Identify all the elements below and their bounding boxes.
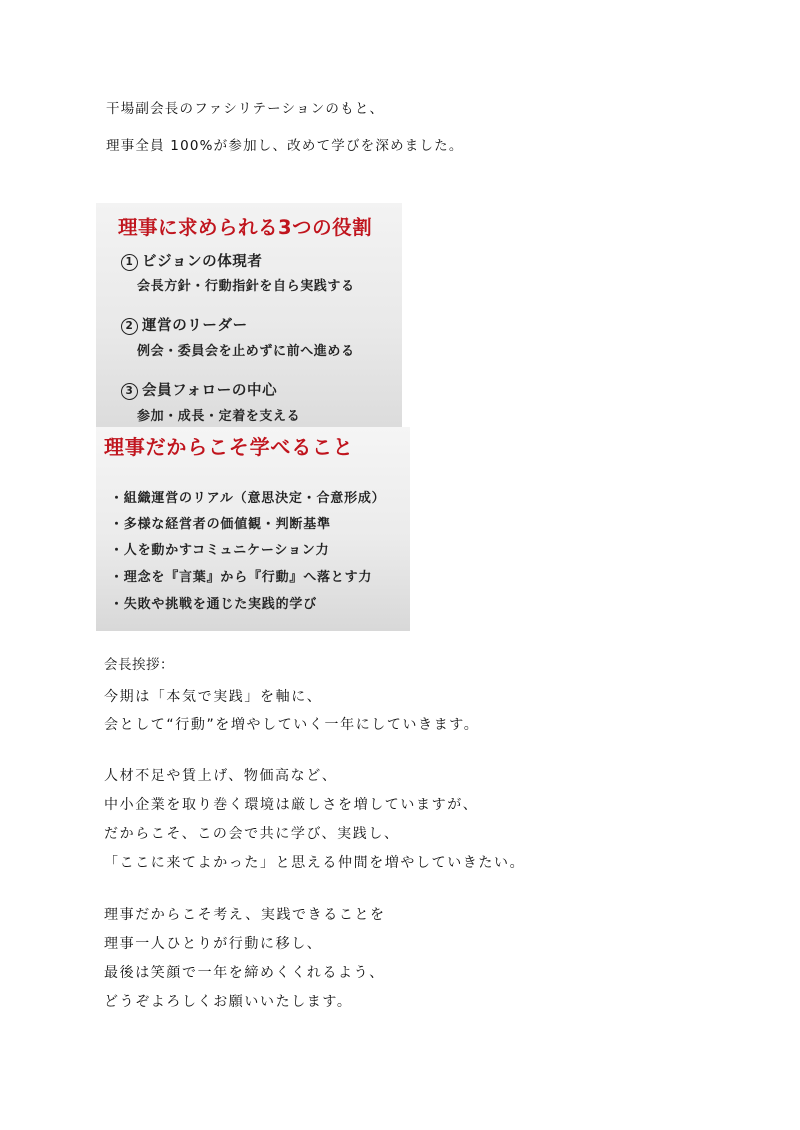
role-2-name xyxy=(121,317,248,335)
greeting-label: 会長挨拶： xyxy=(104,657,174,673)
learning-item: ・失敗や挑戦を通じた実践的学び xyxy=(110,597,318,612)
greeting-line: どうぞよろしくお願いいたします。 xyxy=(104,994,353,1010)
role-2-description: 例会・委員会を止めずに前へ進める xyxy=(137,344,355,359)
roles-slide-title: 理事に求められる3つの役割 xyxy=(118,216,373,239)
learning-item: ・多様な経営者の価値観・判断基準 xyxy=(110,517,331,532)
greeting-line: だからこそ、この会で共に学び、実践し、 xyxy=(104,826,400,842)
role-3-description: 参加・成長・定着を支える xyxy=(137,409,301,424)
circled-number-2: 2 xyxy=(121,318,138,335)
learning-slide-title: 理事だからこそ学べること xyxy=(104,435,354,459)
roles-slide-image xyxy=(96,203,402,427)
role-3-name xyxy=(121,382,277,400)
role-1-description: 会長方針・行動指針を自ら実践する xyxy=(137,279,355,294)
learning-item: ・理念を『言葉』から『行動』へ落とす力 xyxy=(110,570,373,585)
learning-item: ・組織運営のリアル（意思決定・合意形成） xyxy=(110,491,386,506)
greeting-line: 人材不足や賃上げ、物価高など、 xyxy=(104,768,338,784)
greeting-line: 最後は笑顔で一年を締めくくれるよう、 xyxy=(104,965,385,981)
circled-number-3: 3 xyxy=(121,383,138,400)
role-1-name xyxy=(121,253,263,271)
greeting-line: 理事だからこそ考え、実践できることを xyxy=(104,907,386,923)
intro-line-2: 理事全員 100%が参加し、改めて学びを深めました。 xyxy=(106,138,464,154)
greeting-line: 会として“行動”を増やしていく一年にしていきます。 xyxy=(104,717,480,733)
circled-number-1: 1 xyxy=(121,254,138,271)
greeting-line: 「ここに来てよかった」と思える仲間を増やしていきたい。 xyxy=(104,855,526,871)
role-1-label: ビジョンの体現者 xyxy=(142,254,263,270)
role-3-label: 会員フォローの中心 xyxy=(142,383,278,399)
learning-slide-image xyxy=(96,427,410,631)
greeting-line: 中小企業を取り巻く環境は厳しさを増していますが、 xyxy=(104,797,479,813)
intro-line-1: 干場副会長のファシリテーションのもと、 xyxy=(106,101,385,117)
greeting-line: 今期は「本気で実践」を軸に、 xyxy=(104,689,323,705)
greeting-line: 理事一人ひとりが行動に移し、 xyxy=(104,936,323,952)
role-2-label: 運営のリーダー xyxy=(142,318,248,334)
learning-item: ・人を動かすコミュニケーション力 xyxy=(110,543,330,558)
